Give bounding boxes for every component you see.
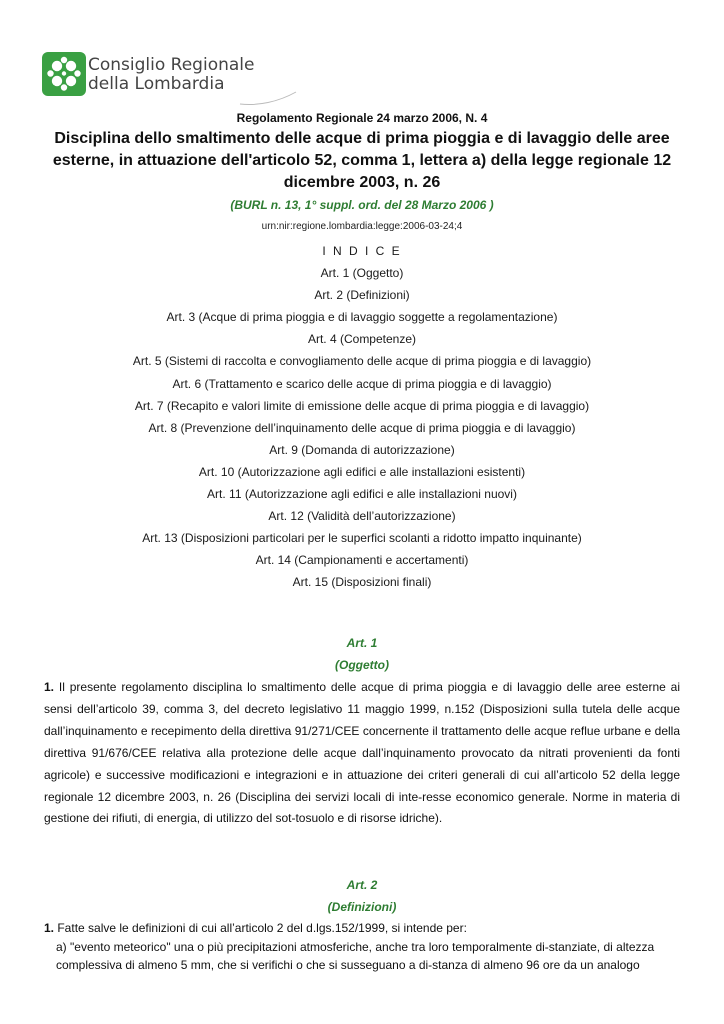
article-2-paragraph xyxy=(44,919,684,937)
burl-reference: (BURL n. 13, 1° suppl. ord. del 28 Marzo 2006 ) xyxy=(230,198,494,212)
index-item-art-15: Art. 15 (Disposizioni finali) xyxy=(292,575,432,590)
index-item-art-2: Art. 2 (Definizioni) xyxy=(314,288,410,303)
index-item-art-9: Art. 9 (Domanda di autorizzazione) xyxy=(269,442,455,457)
index-item-art-1: Art. 1 (Oggetto) xyxy=(320,266,404,281)
definition-item-a: a) "evento meteorico" una o più precipitazioni atmosferiche, anche tra loro temporalmente di-stanziate, di altezza complessiva di almeno 5 mm, che si verifichi o che si susseguano a di-stanza di almeno 96 ore da un analogo xyxy=(56,940,655,972)
logo-swoosh-icon xyxy=(238,90,298,108)
urn-identifier: urn:nir:regione.lombardia:legge:2006-03-24;4 xyxy=(261,221,463,232)
logo-line-1: Consiglio Regionale xyxy=(88,55,255,75)
index-item-art-3: Art. 3 (Acque di prima pioggia e di lavaggio soggette a regolamentazione) xyxy=(166,310,558,325)
index-heading: I N D I C E xyxy=(322,244,402,258)
index-item-art-6: Art. 6 (Trattamento e scarico delle acque di prima pioggia e di lavaggio) xyxy=(172,376,552,391)
regulation-title: Regolamento Regionale 24 marzo 2006, N. 4 xyxy=(236,111,488,125)
article-2-subject: (Definizioni) xyxy=(327,900,397,914)
article-1-number: Art. 1 xyxy=(346,636,378,650)
index-item-art-4: Art. 4 (Competenze) xyxy=(307,332,417,347)
paragraph-text: Fatte salve le definizioni di cui all’articolo 2 del d.lgs.152/1999, si intende per: xyxy=(54,921,467,935)
lombardy-rose-icon xyxy=(42,52,86,96)
article-1-subject: (Oggetto) xyxy=(335,658,389,672)
index-item-art-14: Art. 14 (Campionamenti e accertamenti) xyxy=(255,553,469,568)
index-item-art-8: Art. 8 (Prevenzione dell’inquinamento delle acque di prima pioggia e di lavaggio) xyxy=(148,420,576,435)
document-title: Disciplina dello smaltimento delle acque di prima pioggia e di lavaggio delle aree esterne, in attuazione dell'articolo 52, comma 1, lettera a) della legge regionale 12 dicembre 2003, n. 26 xyxy=(52,130,672,191)
article-2-number: Art. 2 xyxy=(346,878,378,892)
article-1-paragraph xyxy=(44,677,680,830)
index-item-art-11: Art. 11 (Autorizzazione agli edifici e alle installazioni nuovi) xyxy=(207,487,517,502)
index-item-art-5: Art. 5 (Sistemi di raccolta e convogliamento delle acque di prima pioggia e di lavaggio) xyxy=(132,354,592,369)
logo-line-2: della Lombardia xyxy=(88,74,225,94)
paragraph-number: 1. xyxy=(44,680,55,694)
index-item-art-7: Art. 7 (Recapito e valori limite di emissione delle acque di prima pioggia e di lavaggio) xyxy=(134,398,590,413)
index-item-art-10: Art. 10 (Autorizzazione agli edifici e alle installazioni esistenti) xyxy=(198,464,526,479)
index-item-art-12: Art. 12 (Validità dell’autorizzazione) xyxy=(268,509,456,524)
index-item-art-13: Art. 13 (Disposizioni particolari per le superfici scolanti a ridotto impatto inquinante) xyxy=(142,531,582,546)
paragraph-text: Il presente regolamento disciplina lo smaltimento delle acque di prima pioggia e di lavaggio delle aree esterne ai sensi dell’articolo 39, comma 3, del decreto legislativo 11 maggio 1999, n.152 (Disposizioni sulla tutela delle acque dall’inquinamento e recepimento della direttiva 91/271/CEE concernente il trattamento delle acque reflue urbane e della direttiva 91/676/CEE relativa alla protezione delle acque dall’inquinamento provocato da nitrati provenienti da fonti agricole) e successive modificazioni e integrazioni e in attuazione dei criteri generali di cui all’articolo 52 della legge regionale 12 dicembre 2003, n. 26 (Disciplina dei servizi locali di inte-resse economico generale. Norme in materia di gestione dei rifiuti, di energia, di utilizzo del sot-tosuolo e di risorse idriche). xyxy=(44,680,680,826)
consiglio-regionale-logo xyxy=(42,52,302,108)
table-of-contents xyxy=(0,243,724,597)
paragraph-number: 1. xyxy=(44,921,55,935)
logo-text xyxy=(88,56,254,94)
